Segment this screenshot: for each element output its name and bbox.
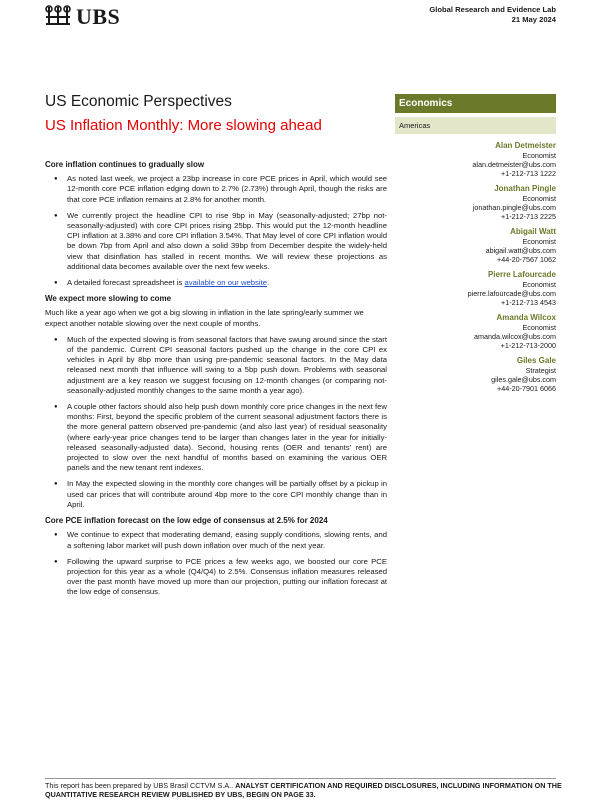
- analyst-phone: +44-20-7567 1062: [497, 255, 556, 264]
- bullet-list: [45, 335, 387, 510]
- header-info: [429, 5, 556, 25]
- analyst-card: [396, 355, 556, 393]
- footer-disclosure: [45, 781, 565, 799]
- analyst-role: Economist: [522, 280, 556, 289]
- analyst-phone: +1-212-713 1222: [501, 169, 556, 178]
- analyst-card: [396, 226, 556, 264]
- bullet-item: ● A couple other factors should also help push down monthly core price changes in the next few months: First, beyond the specific problem of the current seasonal adjustment factors there is the more general pattern observed pre-pandemic (and also last year) of residual seasonality (where early-year price changes tend to be larger than changes later in the year for initially-released seasonally-adjusted data). Second, housing rents (OER and tenants' rent) are projected to slow over the next handful of months based on examining the various OER panels and the new tenant rent indexes.: [45, 402, 387, 473]
- section-heading: Core inflation continues to gradually slow: [45, 160, 205, 169]
- bullet-item: ● In May the expected slowing in the monthly core changes will be partially offset by a pickup in used car prices that will contribute around 4bp more to the core CPI monthly change than in April.: [45, 479, 387, 510]
- section-heading: We expect more slowing to come: [45, 294, 172, 304]
- bullet-item: ● Following the upward surprise to PCE prices a few weeks ago, we boosted our core PCE projection for this year as a whole (Q4/Q4) to 2.5%. Consensus inflation measures released over the past month have moved up more than our projection, putting our inflation forecast at the low edge of consensus.: [45, 557, 387, 598]
- analyst-email[interactable]: abigail.watt@ubs.com: [485, 246, 556, 255]
- analyst-role: Economist: [522, 237, 556, 246]
- analyst-name: Giles Gale: [516, 356, 556, 365]
- analyst-name: Amanda Wilcox: [496, 313, 556, 322]
- website-link[interactable]: available on our website: [184, 278, 268, 288]
- analyst-email[interactable]: alan.detmeister@ubs.com: [472, 160, 556, 169]
- link-suffix: .: [267, 278, 270, 288]
- footer-divider: [45, 778, 556, 779]
- ubs-keys-icon: [45, 5, 71, 29]
- analyst-role: Strategist: [525, 366, 556, 375]
- analyst-list: [396, 140, 556, 398]
- analyst-card: [396, 312, 556, 350]
- region-badge: Americas: [395, 117, 556, 134]
- report-date: 21 May 2024: [511, 15, 556, 24]
- analyst-email[interactable]: jonathan.pingle@ubs.com: [472, 203, 556, 212]
- analyst-name: Abigail Watt: [510, 227, 556, 236]
- analyst-name: Jonathan Pingle: [494, 184, 556, 193]
- bullet-item: ● We currently project the headline CPI to rise 9bp in May (seasonally-adjusted; 27bp not-seasonally-adjusted) with core CPI prices rising 25bp. This would put the 12-month headline CPI inflation at 3.38% and core CPI inflation 3.54%. That May level of core CPI inflation would be down 7bp from April and also down a solid 39bp from December despite the widely-held view that disinflation has stalled in recent months. We will review these projections as additional data becomes available over the next few weeks.: [45, 211, 387, 272]
- analyst-role: Economist: [522, 151, 556, 160]
- bullet-item: ● We continue to expect that moderating demand, easing supply conditions, slowing rents, and a softening labor market will push down inflation over much of the next year.: [45, 530, 387, 550]
- ubs-logo: [45, 4, 120, 30]
- bullet-item: [45, 278, 387, 288]
- analyst-name: Pierre Lafourcade: [487, 270, 556, 279]
- analyst-role: Economist: [522, 194, 556, 203]
- analyst-phone: +44-20-7901 6066: [497, 384, 556, 393]
- section-heading: Core PCE inflation forecast on the low edge of consensus at 2.5% for 2024: [45, 516, 328, 526]
- logo-text: UBS: [76, 4, 121, 29]
- link-prefix: A detailed forecast spreadsheet is: [67, 278, 185, 288]
- analyst-card: [396, 183, 556, 221]
- bullet-item: ● Much of the expected slowing is from seasonal factors that have swung around since the start of the pandemic. Current CPI seasonal factors pushed up the change in the core CPI ex vehicles in April by 8bp more than using pre-pandemic seasonal factors. In the May data released next month that influence will swing to a 5bp push down. Problems with seasonal adjustment are a key reason we suggest focusing on 12-month changes (or comparing not-seasonally-adjusted monthly changes to the same month a year ago).: [45, 335, 387, 396]
- series-title: US Economic Perspectives: [45, 93, 232, 110]
- analyst-name: Alan Detmeister: [495, 141, 556, 150]
- report-title: US Inflation Monthly: More slowing ahead: [45, 117, 322, 134]
- analyst-email[interactable]: amanda.wilcox@ubs.com: [474, 332, 556, 341]
- bullet-list: [45, 530, 387, 597]
- analyst-phone: +1-212-713-2000: [500, 341, 556, 350]
- analyst-email[interactable]: pierre.lafourcade@ubs.com: [467, 289, 556, 298]
- analyst-phone: +1-212-713 4543: [501, 298, 556, 307]
- footer-text: This report has been prepared by UBS Brasil CCTVM S.A..: [45, 781, 234, 790]
- footer-certification: ANALYST CERTIFICATION AND REQUIRED DISCLOSURES, INCLUDING INFORMATION ON THE QUANTITATIVE RESEARCH REVIEW PUBLISHED BY UBS, BEGIN ON PAGE 33.: [45, 781, 562, 799]
- section-intro: Much like a year ago when we got a big slowing in inflation in the late spring/early summer we expect another notable slowing over the next couple of months.: [45, 308, 364, 328]
- analyst-email[interactable]: giles.gale@ubs.com: [491, 375, 556, 384]
- lab-name: Global Research and Evidence Lab: [429, 5, 556, 14]
- analyst-card: [396, 269, 556, 307]
- analyst-card: [396, 140, 556, 178]
- bullet-list: [45, 174, 387, 288]
- bullet-item: ● As noted last week, we project a 23bp increase in core PCE prices in April, which would see 12-month core PCE inflation edging down to 2.7% (2.73%) through April, though the risks are that core PCE inflation remains at 2.8% for another month.: [45, 174, 387, 205]
- report-body: [45, 160, 387, 604]
- analyst-role: Economist: [522, 323, 556, 332]
- analyst-phone: +1-212-713 2225: [501, 212, 556, 221]
- category-badge: Economics: [395, 94, 556, 113]
